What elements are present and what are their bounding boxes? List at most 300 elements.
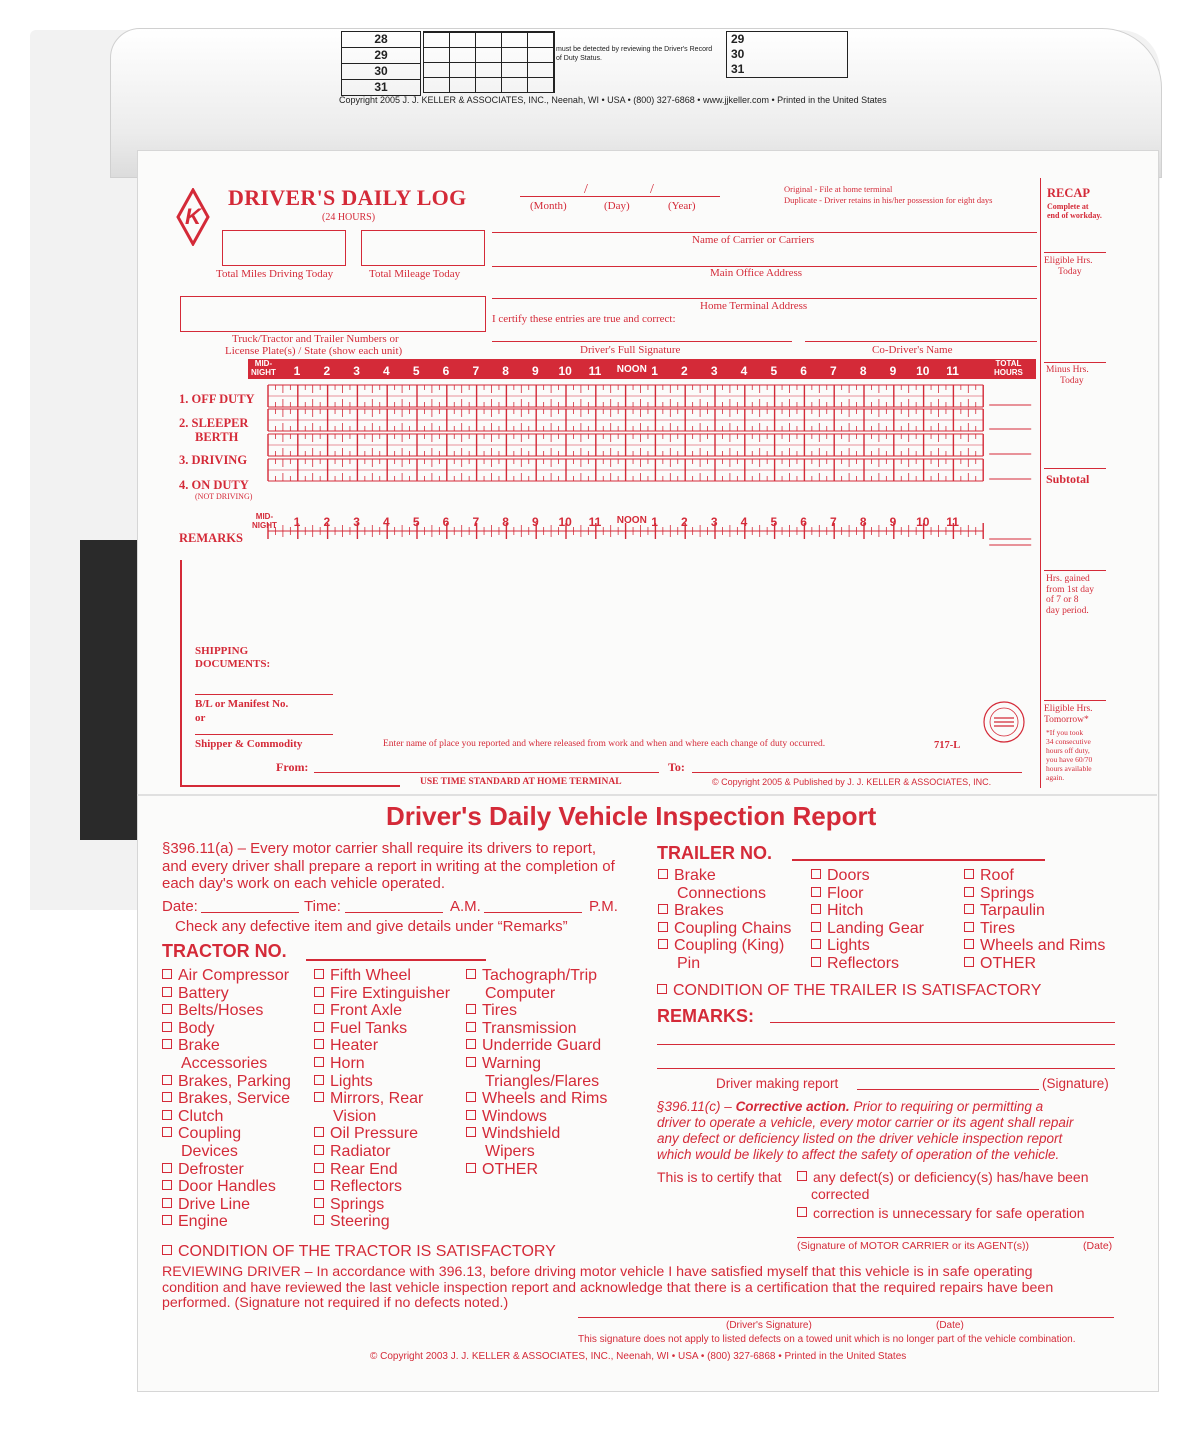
inspection-item-checkbox[interactable] — [162, 967, 289, 985]
noon-label: NOON — [616, 364, 647, 375]
checkbox-icon[interactable] — [162, 1127, 172, 1137]
inspection-item-label: Rear End — [330, 1160, 398, 1178]
home-terminal-line[interactable] — [492, 298, 1037, 299]
inspection-item-label: Body — [178, 1019, 215, 1037]
home-terminal-label: Home Terminal Address — [700, 300, 808, 312]
correction-unnecessary-label: correction is unnecessary for safe operation — [813, 1205, 1085, 1221]
page-shadow — [80, 540, 140, 840]
checkbox-icon[interactable] — [964, 904, 974, 914]
carrier-name-line[interactable] — [492, 232, 1037, 233]
checkbox-icon[interactable] — [314, 969, 324, 979]
checkbox-icon[interactable] — [658, 922, 668, 932]
checkbox-icon[interactable] — [314, 1145, 324, 1155]
inspection-item-label: Mirrors, Rear — [330, 1090, 424, 1108]
inspection-item-label: Lights — [330, 1072, 373, 1090]
inspection-item-label: Landing Gear — [827, 919, 924, 937]
checkbox-icon[interactable] — [811, 904, 821, 914]
hour-label: 8 — [859, 515, 867, 529]
inspection-item-label: Windows — [482, 1107, 547, 1125]
carrier-date-label: (Date) — [1083, 1240, 1113, 1252]
checkbox-icon[interactable] — [314, 1198, 324, 1208]
row-sleeper-2: BERTH — [195, 430, 239, 444]
defects-corrected-checkbox[interactable] — [797, 1169, 1088, 1187]
inspection-item-label: Windshield — [482, 1125, 561, 1143]
inspection-item-label: Air Compressor — [178, 967, 290, 984]
hour-label: 8 — [502, 364, 509, 378]
inspection-item-label: Engine — [178, 1213, 228, 1231]
carrier-signature-line[interactable] — [797, 1237, 1114, 1238]
inspection-item-label: OTHER — [482, 1160, 538, 1178]
inspection-item-checkbox[interactable] — [466, 967, 597, 985]
inspection-item-checkbox[interactable] — [964, 955, 1036, 973]
checkbox-icon[interactable] — [162, 1022, 172, 1032]
checkbox-icon[interactable] — [466, 1057, 476, 1067]
inspection-item-checkbox[interactable] — [162, 1108, 223, 1126]
inspection-item-label-continued: Pin — [677, 955, 701, 972]
checkbox-icon[interactable] — [964, 939, 974, 949]
inspection-item-checkbox[interactable] — [811, 867, 870, 885]
inspection-item-checkbox[interactable] — [466, 1055, 541, 1073]
inspection-item-checkbox[interactable] — [314, 1073, 373, 1091]
inspection-item-label: Brakes, Service — [178, 1090, 291, 1108]
recap-subtotal: Subtotal — [1046, 472, 1090, 486]
checkbox-icon[interactable] — [314, 1092, 324, 1102]
checkbox-icon[interactable] — [162, 1198, 172, 1208]
checkbox-icon[interactable] — [314, 1039, 324, 1049]
hour-label: 4 — [383, 515, 390, 529]
inspection-item-label: Steering — [330, 1213, 390, 1231]
hour-label: 8 — [859, 364, 867, 378]
checkbox-icon[interactable] — [162, 1004, 172, 1014]
back-grid-left — [341, 31, 421, 96]
truck-label: Truck/Tractor and Trailer Numbers or — [232, 333, 399, 345]
checkbox-icon[interactable] — [314, 1215, 324, 1225]
trailer-no-label: TRAILER NO. — [657, 843, 772, 863]
date-slash: / — [584, 182, 588, 197]
regulation-396-11a: §396.11(a) – Every motor carrier shall require its drivers to report, and every driver shall prepare a report in writing at the completion of each day's work on each vehicle operated. — [162, 840, 615, 892]
checkbox-icon[interactable] — [466, 1163, 476, 1173]
checkbox-icon[interactable] — [162, 1092, 172, 1102]
total-mileage-field[interactable] — [361, 230, 485, 266]
inspection-item-label-continued: Vision — [333, 1107, 377, 1125]
inspection-item-label: Fifth Wheel — [330, 967, 411, 984]
inspection-item-checkbox[interactable] — [314, 1055, 365, 1073]
hour-label: 11 — [946, 364, 959, 378]
inspection-title: Driver's Daily Vehicle Inspection Report — [386, 801, 877, 831]
hour-label: 5 — [412, 364, 420, 378]
recap-line[interactable] — [1044, 362, 1106, 363]
enter-name-instructions: Enter name of place you reported and where released from work and when and where each change of duty occurred. — [383, 739, 826, 749]
hour-label: 10 — [916, 364, 930, 378]
checkbox-icon[interactable] — [162, 987, 172, 997]
pm-label: P.M. — [589, 898, 618, 915]
codriver-name-line[interactable] — [805, 341, 1037, 342]
trailer-satisfactory-checkbox[interactable] — [657, 982, 1041, 1000]
recap-title: RECAP — [1047, 186, 1091, 200]
checkbox-icon[interactable] — [964, 887, 974, 897]
inspection-item-checkbox[interactable] — [162, 1161, 244, 1179]
inspection-item-label-continued: Accessories — [181, 1055, 268, 1072]
inspection-item-label: Springs — [330, 1195, 385, 1213]
recap-divider — [1040, 178, 1041, 788]
inspection-item-label: Fire Extinguisher — [330, 984, 451, 1002]
inspection-item-checkbox[interactable] — [811, 885, 863, 903]
tractor-no-line[interactable] — [306, 959, 486, 961]
checkbox-icon[interactable] — [314, 1163, 324, 1173]
inspection-item-label: Defroster — [178, 1160, 244, 1178]
checkbox-icon[interactable] — [658, 939, 668, 949]
inspection-item-checkbox[interactable] — [314, 1178, 402, 1196]
inspection-item-checkbox[interactable] — [162, 1090, 290, 1108]
correction-unnecessary-checkbox[interactable] — [797, 1205, 1085, 1223]
inspection-item-checkbox[interactable] — [162, 1196, 250, 1214]
inspection-item-label: Reflectors — [330, 1178, 403, 1196]
hour-label: 6 — [800, 515, 807, 529]
inspection-item-label: OTHER — [980, 955, 1036, 972]
checkbox-icon[interactable] — [466, 1004, 476, 1014]
inspection-item-checkbox[interactable] — [466, 1161, 538, 1179]
checkbox-icon[interactable] — [811, 957, 821, 967]
checkbox-icon[interactable] — [314, 1057, 324, 1067]
recap-eligible: Eligible Hrs. Today — [1044, 256, 1093, 277]
inspection-item-label: Radiator — [330, 1143, 391, 1160]
hour-label: 9 — [532, 364, 539, 378]
remarks-line-3[interactable] — [657, 1068, 1115, 1069]
inspection-item-label: Coupling (King) — [674, 937, 785, 955]
checkbox-icon[interactable] — [162, 1163, 172, 1173]
hour-label: 11 — [588, 364, 602, 378]
duty-row-1[interactable] — [268, 385, 983, 407]
date-label: Date: — [162, 898, 198, 915]
tractor-no-label: TRACTOR NO. — [162, 941, 287, 961]
back-note: must be detected by reviewing the Driver's Record of Duty Status. — [556, 46, 713, 62]
inspection-item-label: Brake — [178, 1037, 220, 1055]
inspection-item-checkbox[interactable] — [964, 937, 1105, 955]
recap-line[interactable] — [1044, 700, 1106, 701]
inspection-item-checkbox[interactable] — [658, 920, 791, 938]
inspection-item-checkbox[interactable] — [162, 985, 229, 1003]
hour-label: 11 — [946, 515, 959, 529]
duty-row-3[interactable] — [268, 434, 983, 456]
to-label: To: — [668, 760, 685, 774]
noon-label: NOON — [616, 515, 647, 526]
inspection-item-checkbox[interactable] — [314, 1196, 384, 1214]
checkbox-icon[interactable] — [162, 1039, 172, 1049]
drivers-signature-label: (Driver's Signature) — [726, 1320, 812, 1331]
inspection-item-label: Drive Line — [178, 1195, 251, 1213]
hour-label: 2 — [681, 515, 688, 529]
checkbox-icon[interactable] — [466, 1110, 476, 1120]
midnight-label: MID- NIGHT — [251, 359, 276, 377]
recap-line[interactable] — [1044, 570, 1106, 571]
truck-numbers-field[interactable] — [180, 296, 486, 332]
hour-label: 5 — [412, 515, 420, 529]
inspection-item-checkbox[interactable] — [658, 902, 724, 920]
inspection-item-label-continued: Wipers — [485, 1143, 535, 1160]
row-num: 28 — [342, 32, 420, 48]
checkbox-icon[interactable] — [314, 1180, 324, 1190]
inspection-item-label: Brakes — [674, 902, 724, 920]
hour-label: 7 — [830, 364, 837, 378]
hour-label: 4 — [383, 364, 390, 378]
checkbox-icon[interactable] — [314, 1127, 324, 1137]
duty-row-4[interactable] — [268, 459, 983, 481]
checkbox-icon[interactable] — [314, 1075, 324, 1085]
row-num: 29 — [731, 32, 745, 46]
hour-label: 1 — [293, 364, 301, 378]
remarks-bracket — [180, 560, 182, 786]
inspection-item-checkbox[interactable] — [162, 1125, 241, 1143]
row-on-duty: 4. ON DUTY — [179, 478, 249, 492]
main-office-label: Main Office Address — [710, 267, 803, 279]
drivers-signature-line[interactable] — [578, 1317, 1114, 1318]
inspection-item-checkbox[interactable] — [811, 902, 863, 920]
checkbox-icon[interactable] — [811, 887, 821, 897]
checkbox-icon[interactable] — [162, 1215, 172, 1225]
checkbox-icon[interactable] — [314, 1022, 324, 1032]
inspection-item-checkbox[interactable] — [964, 902, 1045, 920]
inspection-item-checkbox[interactable] — [811, 955, 899, 973]
hour-label: 5 — [770, 364, 778, 378]
inspection-item-label: Hitch — [827, 902, 864, 920]
inspection-item-label: Oil Pressure — [330, 1125, 419, 1143]
hour-label: 11 — [588, 515, 602, 529]
inspection-item-label: Brakes, Parking — [178, 1072, 291, 1090]
time-am-line[interactable] — [345, 912, 443, 913]
driver-making-report-label: Driver making report — [716, 1076, 839, 1091]
hour-label: 4 — [740, 515, 748, 529]
remarks-bracket-bottom — [180, 785, 400, 787]
row-sleeper: 2. SLEEPER — [179, 416, 249, 430]
checkbox-icon[interactable] — [658, 904, 668, 914]
inspection-item-label: Doors — [827, 867, 870, 884]
inspection-item-checkbox[interactable] — [466, 1090, 607, 1108]
remarks-line-1[interactable] — [770, 1022, 1115, 1023]
inspection-item-label-continued: Connections — [677, 884, 766, 902]
time-label: Time: — [304, 898, 341, 915]
inspection-item-checkbox[interactable] — [466, 1037, 601, 1055]
inspection-item-checkbox[interactable] — [162, 1213, 228, 1231]
codriver-name-label: Co-Driver's Name — [872, 344, 953, 356]
recap-tomorrow: Eligible Hrs. Tomorrow* — [1044, 704, 1093, 725]
inspection-item-label: Tires — [980, 919, 1015, 937]
inspection-item-checkbox[interactable] — [314, 1161, 398, 1179]
back-grid-right — [726, 31, 848, 78]
inspection-item-label: Warning — [482, 1055, 541, 1072]
inspection-item-label: Tires — [482, 1002, 517, 1020]
back-copyright: Copyright 2005 J. J. KELLER & ASSOCIATES, INC., Neenah, WI • USA • (800) 327-6868 • www.jjkeller.com • Printed in the United States — [339, 95, 887, 105]
checkbox-icon[interactable] — [658, 869, 668, 879]
hour-label: 3 — [710, 515, 718, 529]
time-standard: USE TIME STANDARD AT HOME TERMINAL — [420, 777, 622, 787]
inspection-item-checkbox[interactable] — [314, 1002, 402, 1020]
inspection-item-checkbox[interactable] — [162, 1037, 220, 1055]
driver-making-report-line[interactable] — [857, 1089, 1039, 1090]
hour-label: 10 — [916, 515, 930, 529]
checkbox-icon[interactable] — [811, 939, 821, 949]
svg-text:K: K — [185, 204, 201, 229]
inspection-item-label: Tarpaulin — [980, 902, 1045, 920]
inspection-item-checkbox[interactable] — [466, 1108, 547, 1126]
checkbox-icon[interactable] — [466, 969, 476, 979]
copies-original: Original - File at home terminal — [784, 184, 893, 194]
checkbox-icon[interactable] — [797, 1171, 807, 1181]
shipping-label: SHIPPING — [195, 645, 249, 657]
inspection-item-checkbox[interactable] — [658, 937, 784, 955]
am-label: A.M. — [450, 898, 481, 915]
checkbox-icon[interactable] — [314, 987, 324, 997]
checkbox-icon[interactable] — [466, 1092, 476, 1102]
inspection-item-label: Roof — [980, 867, 1014, 884]
checkbox-icon[interactable] — [964, 957, 974, 967]
hour-label: 9 — [889, 364, 897, 378]
inspection-item-label-continued: Triangles/Flares — [485, 1072, 600, 1090]
made-in-usa-seal-icon — [982, 700, 1026, 744]
hour-label: 10 — [558, 364, 572, 378]
certify-label: I certify these entries are true and correct: — [492, 313, 676, 325]
row-off-duty: 1. OFF DUTY — [179, 392, 255, 406]
hour-label: 3 — [353, 364, 360, 378]
inspection-item-checkbox[interactable] — [162, 1073, 291, 1091]
hour-label: 6 — [800, 364, 807, 378]
hour-label: 4 — [740, 364, 748, 378]
checkbox-icon[interactable] — [162, 969, 172, 979]
inspection-item-label: Heater — [330, 1037, 379, 1055]
form-number: 717-L — [934, 740, 961, 751]
checkbox-icon[interactable] — [657, 984, 667, 994]
total-mileage-label: Total Mileage Today — [369, 268, 461, 280]
checkbox-icon[interactable] — [162, 1245, 172, 1255]
inspection-item-checkbox[interactable] — [466, 1002, 517, 1020]
recap-line[interactable] — [1044, 252, 1106, 253]
corrective-action-text: §396.11(c) – Corrective action. Prior to requiring or permitting a driver to operate a vehicle, every motor carrier or its agent shall repair any defect or deficiency listed on the driver vehicle inspection report which would be likely to affect the safety of operation of the vehicle. — [657, 1099, 1074, 1162]
inspection-item-checkbox[interactable] — [658, 867, 716, 885]
checkbox-icon[interactable] — [466, 1127, 476, 1137]
shipper-line[interactable] — [195, 734, 333, 735]
remarks-label: REMARKS — [179, 531, 243, 545]
time-pm-line[interactable] — [484, 912, 582, 913]
inspection-item-label: Fuel Tanks — [330, 1019, 408, 1037]
inspection-item-label: Underride Guard — [482, 1037, 602, 1055]
inspection-copyright: © Copyright 2003 J. J. KELLER & ASSOCIATES, INC., Neenah, WI • USA • (800) 327-6868 • Printed in the United States — [370, 1351, 907, 1362]
or-label: or — [195, 712, 206, 724]
inspection-item-checkbox[interactable] — [162, 1178, 276, 1196]
trailer-no-line[interactable] — [792, 859, 1045, 861]
checkbox-icon[interactable] — [162, 1075, 172, 1085]
inspection-item-checkbox[interactable] — [314, 985, 450, 1003]
checkbox-icon[interactable] — [466, 1039, 476, 1049]
checkbox-icon[interactable] — [964, 922, 974, 932]
signature-paren-label: (Signature) — [1042, 1076, 1109, 1091]
duty-status-grid[interactable] — [260, 379, 1040, 559]
checkbox-icon[interactable] — [811, 869, 821, 879]
row-num: 31 — [374, 80, 388, 94]
hour-label: 1 — [651, 515, 658, 529]
from-label: From: — [276, 760, 309, 774]
inspection-item-checkbox[interactable] — [466, 1020, 577, 1038]
hour-label: 6 — [442, 364, 450, 378]
certify-that-label: This is to certify that — [657, 1169, 782, 1185]
truck-label-2: License Plate(s) / State (show each unit) — [225, 345, 403, 357]
inspection-item-label: Transmission — [482, 1019, 577, 1037]
inspection-item-checkbox[interactable] — [314, 1020, 407, 1038]
inspection-item-checkbox[interactable] — [811, 920, 924, 938]
hour-label: 2 — [681, 364, 688, 378]
inspection-item-label: Coupling — [178, 1125, 242, 1143]
inspection-date-line[interactable] — [201, 912, 299, 913]
hour-label: 9 — [532, 515, 539, 529]
inspection-item-checkbox[interactable] — [964, 867, 1014, 885]
inspection-item-checkbox[interactable] — [964, 885, 1034, 903]
inspection-item-checkbox[interactable] — [466, 1125, 560, 1143]
total-miles-driving-field[interactable] — [222, 230, 346, 266]
tractor-satisfactory-checkbox[interactable] — [162, 1243, 556, 1261]
date-line — [520, 196, 720, 197]
inspection-item-label-continued: Computer — [485, 984, 556, 1002]
inspection-item-checkbox[interactable] — [964, 920, 1015, 938]
inspection-item-label: Lights — [827, 937, 870, 955]
checkbox-icon[interactable] — [162, 1180, 172, 1190]
inspection-item-label: Brake — [674, 867, 716, 884]
hour-label: 2 — [323, 364, 331, 378]
inspection-item-checkbox[interactable] — [811, 937, 870, 955]
back-grid-cells — [423, 31, 555, 93]
checkbox-icon[interactable] — [964, 869, 974, 879]
recap-line[interactable] — [1044, 468, 1106, 469]
row-driving: 3. DRIVING — [179, 453, 248, 467]
hour-label: 3 — [353, 515, 360, 529]
bl-line[interactable] — [195, 694, 333, 695]
date-month-label: (Month) — [530, 200, 567, 212]
date-year-label: (Year) — [668, 200, 696, 212]
inspection-item-checkbox[interactable] — [314, 967, 411, 985]
log-copyright: © Copyright 2005 & Published by J. J. KELLER & ASSOCIATES, INC. — [712, 777, 992, 787]
remarks-line-2[interactable] — [657, 1044, 1115, 1045]
row-num: 31 — [731, 62, 745, 76]
inspection-item-label: Coupling Chains — [674, 919, 792, 937]
checkbox-icon[interactable] — [797, 1207, 807, 1217]
inspection-item-checkbox[interactable] — [162, 1020, 214, 1038]
driver-signature-line[interactable] — [492, 341, 792, 342]
bl-label: B/L or Manifest No. — [195, 698, 289, 710]
recap-sub: Complete at end of workday. — [1047, 202, 1102, 220]
date-day-label: (Day) — [604, 200, 630, 212]
carrier-signature-label: (Signature of MOTOR CARRIER or its AGENT(s)) — [797, 1240, 1030, 1252]
from-line[interactable] — [314, 772, 659, 773]
checkbox-icon[interactable] — [162, 1110, 172, 1120]
checkbox-icon[interactable] — [466, 1022, 476, 1032]
inspection-item-checkbox[interactable] — [162, 1002, 263, 1020]
inspection-item-checkbox[interactable] — [314, 1213, 390, 1231]
checkbox-icon[interactable] — [314, 1004, 324, 1014]
inspection-item-checkbox[interactable] — [314, 1037, 378, 1055]
tractor-satisfactory-label: CONDITION OF THE TRACTOR IS SATISFACTORY — [178, 1243, 556, 1260]
recap-minus: Minus Hrs. Today — [1046, 365, 1089, 386]
inspection-item-checkbox[interactable] — [314, 1143, 390, 1161]
hour-label: 5 — [770, 515, 778, 529]
to-line[interactable] — [692, 772, 1022, 773]
documents-label: DOCUMENTS: — [195, 658, 271, 670]
checkbox-icon[interactable] — [811, 922, 821, 932]
towed-unit-note: This signature does not apply to listed defects on a towed unit which is no longer part of the vehicle combination. — [578, 1334, 1076, 1345]
inspection-item-checkbox[interactable] — [314, 1125, 418, 1143]
copies-duplicate: Duplicate - Driver retains in his/her possession for eight days — [784, 195, 993, 205]
inspection-item-checkbox[interactable] — [314, 1090, 423, 1108]
check-instructions: Check any defective item and give details under “Remarks” — [175, 918, 568, 935]
hour-label: 1 — [293, 515, 301, 529]
total-miles-driving-label: Total Miles Driving Today — [216, 268, 334, 280]
duty-row-2[interactable] — [268, 409, 983, 431]
